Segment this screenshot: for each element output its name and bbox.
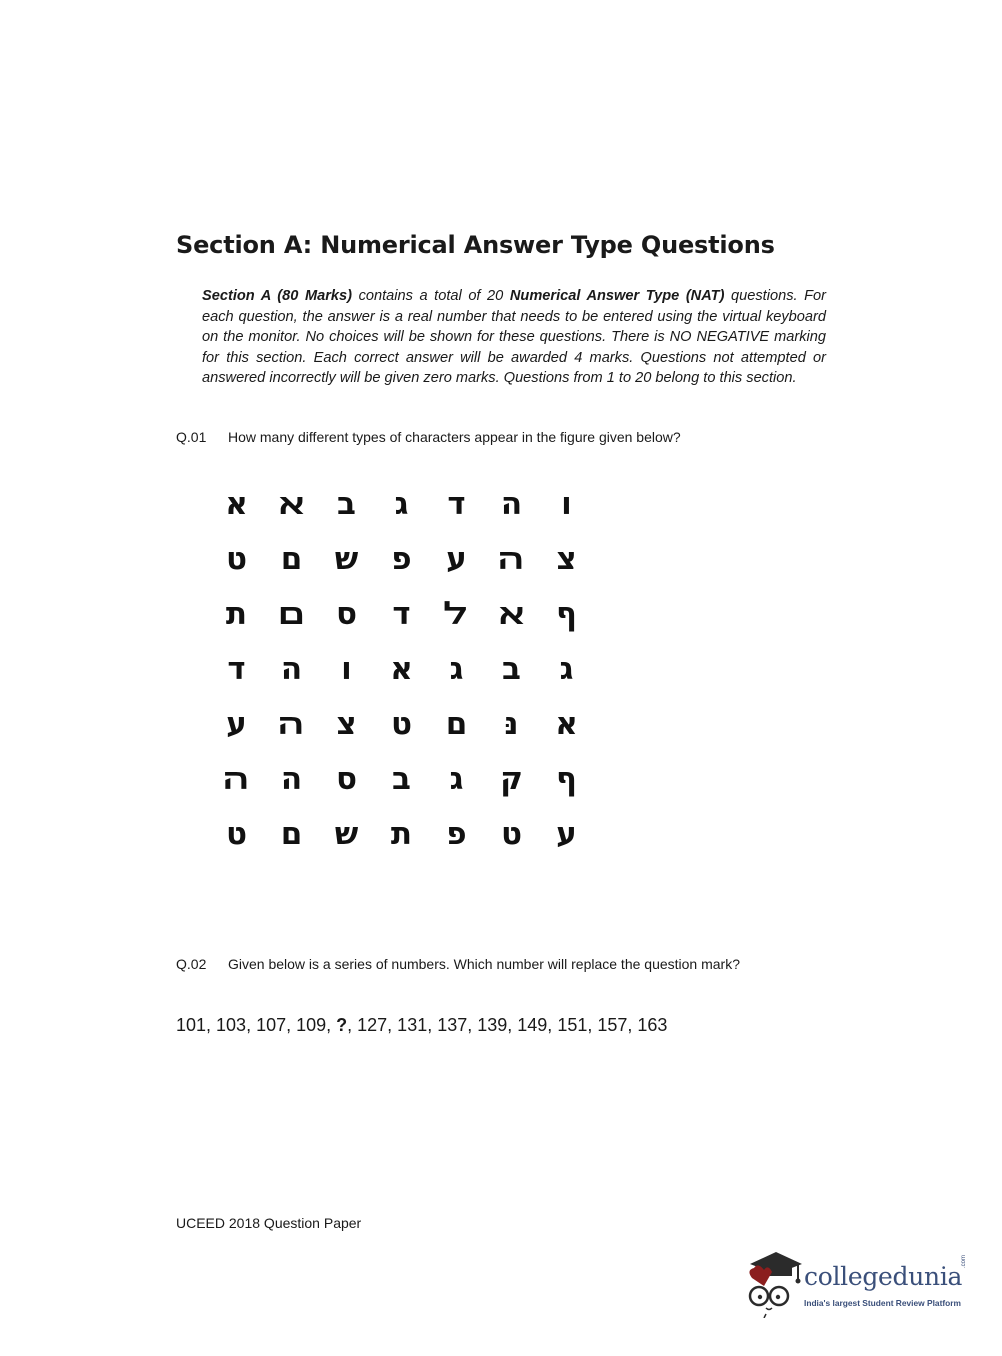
figure-character: ם	[445, 706, 468, 742]
figure-character: ﬣ	[277, 706, 306, 742]
logo-tagline: India's largest Student Review Platform	[804, 1298, 961, 1308]
figure-character: ה	[280, 651, 303, 687]
series-start: 101, 103, 107, 109,	[176, 1015, 337, 1035]
figure-character: ﬣ	[222, 761, 251, 797]
question-number: Q.01	[176, 429, 207, 445]
figure-character: ס	[335, 761, 358, 797]
figure-character: ם	[280, 816, 303, 852]
figure-character: ס	[335, 596, 358, 632]
figure-character: ת	[390, 816, 413, 852]
logo-domain: .com	[961, 1254, 967, 1268]
figure-character: ב	[337, 486, 356, 522]
figure-character: ש	[334, 541, 359, 577]
mascot-icon	[742, 1248, 802, 1318]
figure-character: ק	[500, 761, 523, 797]
figure-character: ט	[390, 706, 413, 742]
instructions-text: questions. For each question, the answer is a real number that needs to be entered using the virtual keyboard on the monitor. No choices will be shown for these questions. There is NO NEGATIVE marking for this section. Each correct answer will be awarded 4 marks. Questions not attempted or answered incorrectly will be given zero marks. Questions from 1 to 20 belong to this section.	[202, 288, 827, 386]
figure-character: ג	[449, 761, 464, 797]
collegedunia-logo	[742, 1248, 978, 1318]
question-type: Numerical Answer Type (NAT)	[509, 288, 725, 304]
series-question-mark: ?	[336, 1015, 348, 1035]
figure-character: ף	[556, 761, 577, 797]
figure-character: ט	[225, 816, 248, 852]
section-title: Section A: Numerical Answer Type Questions	[176, 231, 775, 259]
figure-character: ﬦ	[278, 596, 305, 632]
figure-character: ﬣ	[497, 541, 526, 577]
section-instructions	[202, 286, 826, 389]
figure-character: צ	[336, 706, 357, 742]
figure-character: ד	[447, 486, 466, 522]
figure-character: ג	[559, 651, 574, 687]
figure-character: ד	[227, 651, 246, 687]
figure-character: ט	[225, 541, 248, 577]
footer-label: UCEED 2018 Question Paper	[176, 1215, 362, 1231]
figure-character: א	[225, 486, 248, 522]
figure-character: נּ	[504, 706, 519, 742]
figure-character: א	[390, 651, 413, 687]
figure-character: ף	[556, 596, 577, 632]
logo-wordmark: collegedunia	[804, 1262, 963, 1291]
figure-character: ת	[225, 596, 248, 632]
question-number: Q.02	[176, 956, 207, 972]
figure-character: ע	[556, 816, 577, 852]
figure-character: ש	[334, 816, 359, 852]
figure-character: פ	[446, 816, 467, 852]
series-end: , 127, 131, 137, 139, 149, 151, 157, 163	[347, 1015, 668, 1035]
figure-character: ג	[449, 651, 464, 687]
figure-character: ﬡ	[496, 596, 527, 632]
question-text: How many different types of characters appear in the figure given below?	[228, 429, 681, 445]
figure-character: ו	[561, 486, 572, 522]
figure-character: ם	[280, 541, 303, 577]
figure-character: ב	[392, 761, 411, 797]
figure-character: ט	[500, 816, 523, 852]
question-text: Given below is a series of numbers. Which number will replace the question mark?	[228, 956, 741, 972]
figure-character: צ	[556, 541, 577, 577]
figure-character: א	[555, 706, 578, 742]
figure-character: ו	[341, 651, 352, 687]
figure-character: ע	[446, 541, 467, 577]
figure-character: ה	[280, 761, 303, 797]
figure-character: ה	[500, 486, 523, 522]
figure-character: ג	[394, 486, 409, 522]
figure-character: ע	[226, 706, 247, 742]
figure-character: פ	[391, 541, 412, 577]
figure-character: ב	[502, 651, 521, 687]
character-figure	[209, 477, 594, 862]
figure-character: ﬥ	[443, 596, 470, 632]
figure-character: ﬡ	[276, 486, 307, 522]
section-marks: Section A (80 Marks)	[202, 288, 352, 304]
instructions-text: contains a total of 20	[352, 288, 510, 304]
figure-character: ד	[392, 596, 411, 632]
number-series	[176, 1015, 667, 1036]
